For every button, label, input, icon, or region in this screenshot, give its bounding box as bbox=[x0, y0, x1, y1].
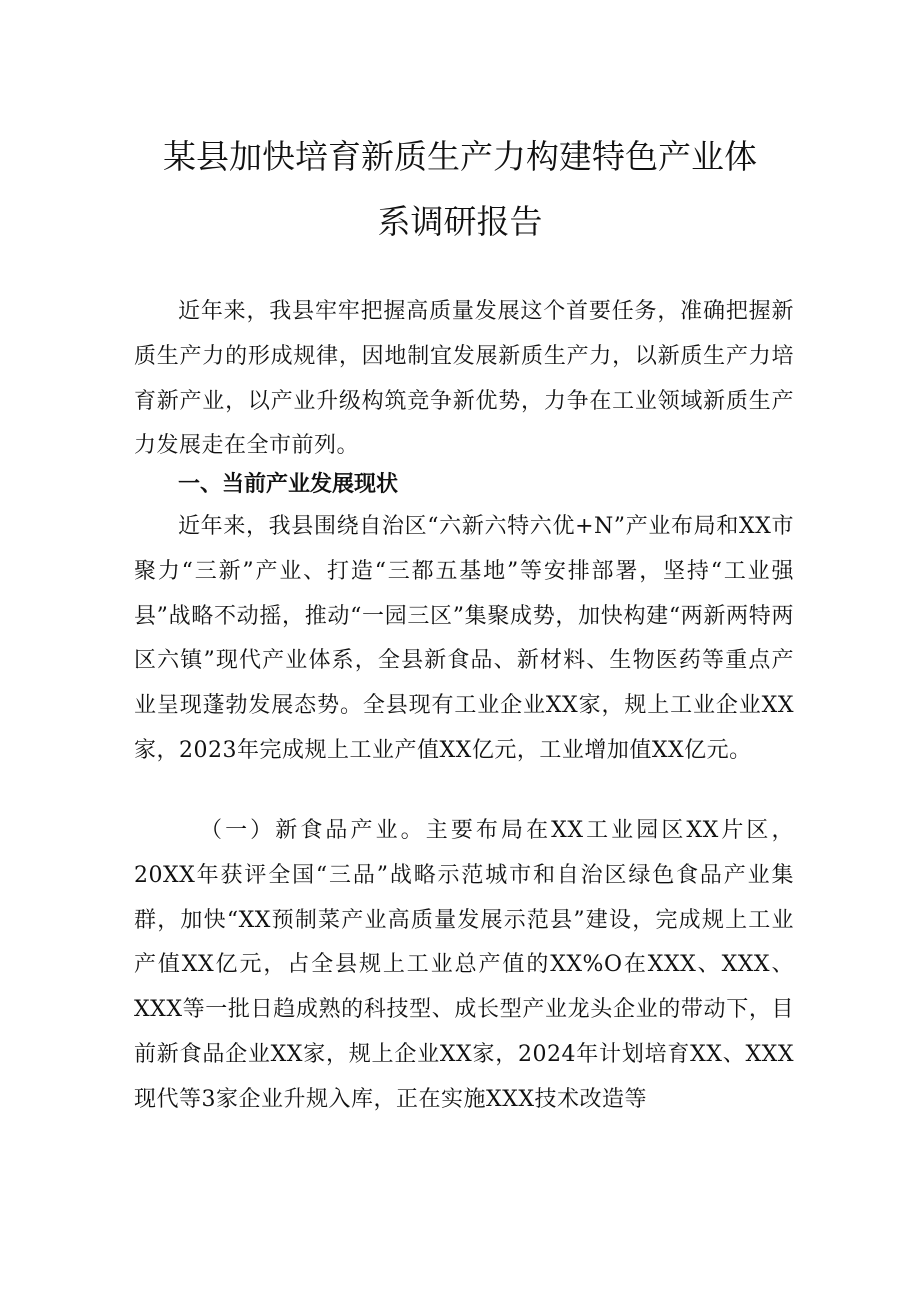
document-title-line-2: 系调研报告 bbox=[377, 202, 543, 241]
document-title-line-1: 某县加快培育新质生产力构建特色产业体 bbox=[163, 137, 757, 176]
status-paragraph: 近年来，我县围绕自治区“六新六特六优+N”产业布局和XX市聚力“三新”产业、打造“三都五基地”等安排部署，坚持“工业强县”战略不动摇，推动“一园三区”集聚成势，加快构建“两新两特两区六镇”现代产业体系，全县新食品、新材料、生物医药等重点产业呈现蓬勃发展态势。全县现有工业企业XX家，规上工业企业XX家，2023年完成规上工业产值XX亿元，工业增加值XX亿元。 bbox=[134, 514, 794, 763]
food-industry-paragraph: （一）新食品产业。主要布局在XX工业园区XX片区，20XX年获评全国“三品”战略示范城市和自治区绿色食品产业集群，加快“XX预制菜产业高质量发展示范县”建设，完成规上工业产值XX亿元，占全县规上工业总产值的XX%O在XXX、XXX、XXX等一批日趋成熟的科技型、成长型产业龙头企业的带动下，目前新食品企业XX家，规上企业XX家，2024年计划培育XX、XXX现代等3家企业升规入库，正在实施XXX技术改造等 bbox=[134, 818, 794, 1112]
intro-paragraph: 近年来，我县牢牢把握高质量发展这个首要任务，准确把握新质生产力的形成规律，因地制宜发展新质生产力，以新质生产力培育新产业，以产业升级构筑竞争新优势，力争在工业领域新质生产力发展走在全市前列。 bbox=[134, 299, 794, 459]
section-heading: 一、当前产业发展现状 bbox=[178, 472, 399, 497]
